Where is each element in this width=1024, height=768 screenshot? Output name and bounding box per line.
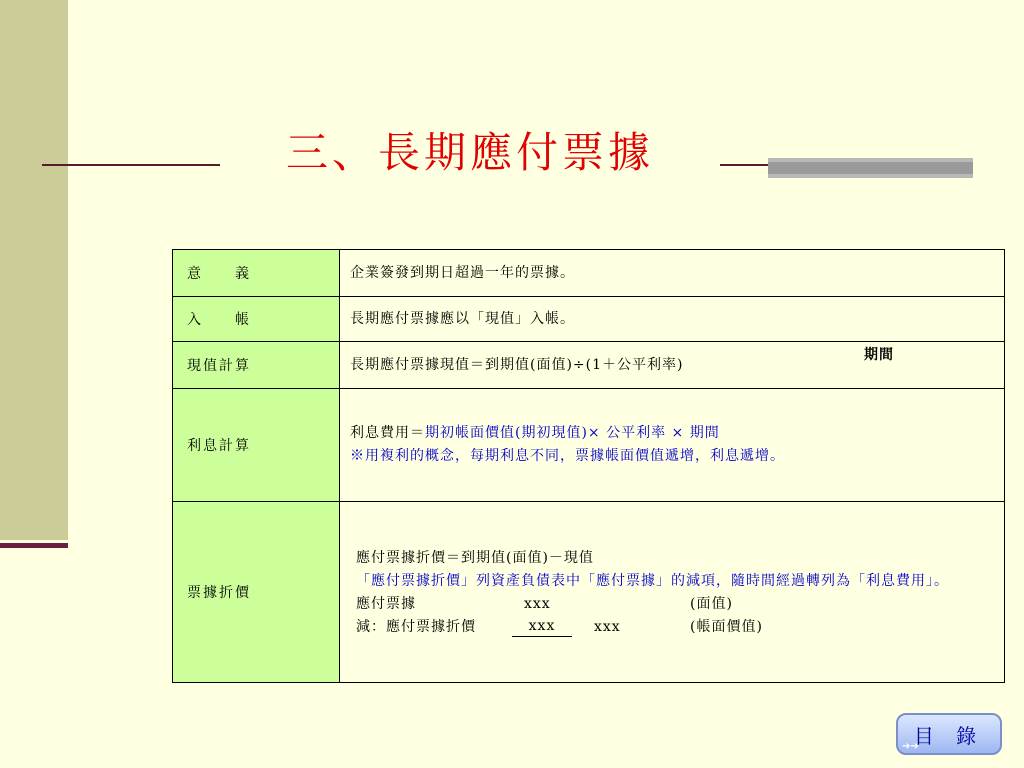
row-content xyxy=(340,250,1005,297)
row-label: 意 義 xyxy=(173,250,340,297)
discount-formula: 應付票據折價＝到期值(面值)－現值 xyxy=(356,550,594,566)
interest-formula xyxy=(350,422,994,445)
entry-name: 應付票據 xyxy=(356,596,416,612)
row-label: 利息計算 xyxy=(173,389,340,502)
table-row xyxy=(173,250,1005,297)
entry-discount xyxy=(356,616,994,639)
entry-note: (帳面價值) xyxy=(690,619,763,635)
formula-prefix: 利息費用＝ xyxy=(350,425,425,441)
entry-amount: xxx xyxy=(512,616,572,637)
row-label: 票據折價 xyxy=(173,502,340,683)
summary-table xyxy=(172,249,1005,683)
entry-amount: xxx xyxy=(524,596,551,612)
arrow-icon: ➔➔ xyxy=(902,741,919,752)
interest-note: ※用複利的概念，每期利息不同，票據帳面價值遞增，利息遞增。 xyxy=(350,448,785,464)
table-row xyxy=(173,342,1005,389)
page-title: 三、長期應付票據 xyxy=(220,120,720,180)
row-text: 長期應付票據應以「現值」入帳。 xyxy=(350,310,575,327)
row-content xyxy=(340,502,1005,683)
entry-carrying-amount: xxx xyxy=(594,619,621,635)
entry-notes-payable xyxy=(356,593,994,616)
discount-note: 「應付票據折價」列資產負債表中「應付票據」的減項，隨時間經過轉列為「利息費用」。 xyxy=(356,573,949,589)
entry-name: 減：應付票據折價 xyxy=(356,619,476,635)
row-label: 入 帳 xyxy=(173,297,340,342)
table-of-contents-button[interactable]: 目 錄 xyxy=(896,713,1002,755)
row-content xyxy=(340,342,1005,389)
row-label: 現值計算 xyxy=(173,342,340,389)
table-row xyxy=(173,297,1005,342)
row-content xyxy=(340,389,1005,502)
title-grey-bar xyxy=(768,158,973,178)
table-row xyxy=(173,389,1005,502)
row-text: 長期應付票據現值＝到期值(面值)÷(1＋公平利率) xyxy=(350,356,684,373)
row-content xyxy=(340,297,1005,342)
exponent-label: 期間 xyxy=(864,347,894,363)
title-underline-right xyxy=(730,164,770,166)
left-decorative-bar xyxy=(0,0,68,540)
table-row xyxy=(173,502,1005,683)
formula-body: 期初帳面價值(期初現值)× 公平利率 × 期間 xyxy=(425,425,720,441)
left-accent-line xyxy=(0,543,68,548)
entry-note: (面值) xyxy=(690,596,733,612)
row-text: 企業簽發到期日超過一年的票據。 xyxy=(350,264,575,281)
